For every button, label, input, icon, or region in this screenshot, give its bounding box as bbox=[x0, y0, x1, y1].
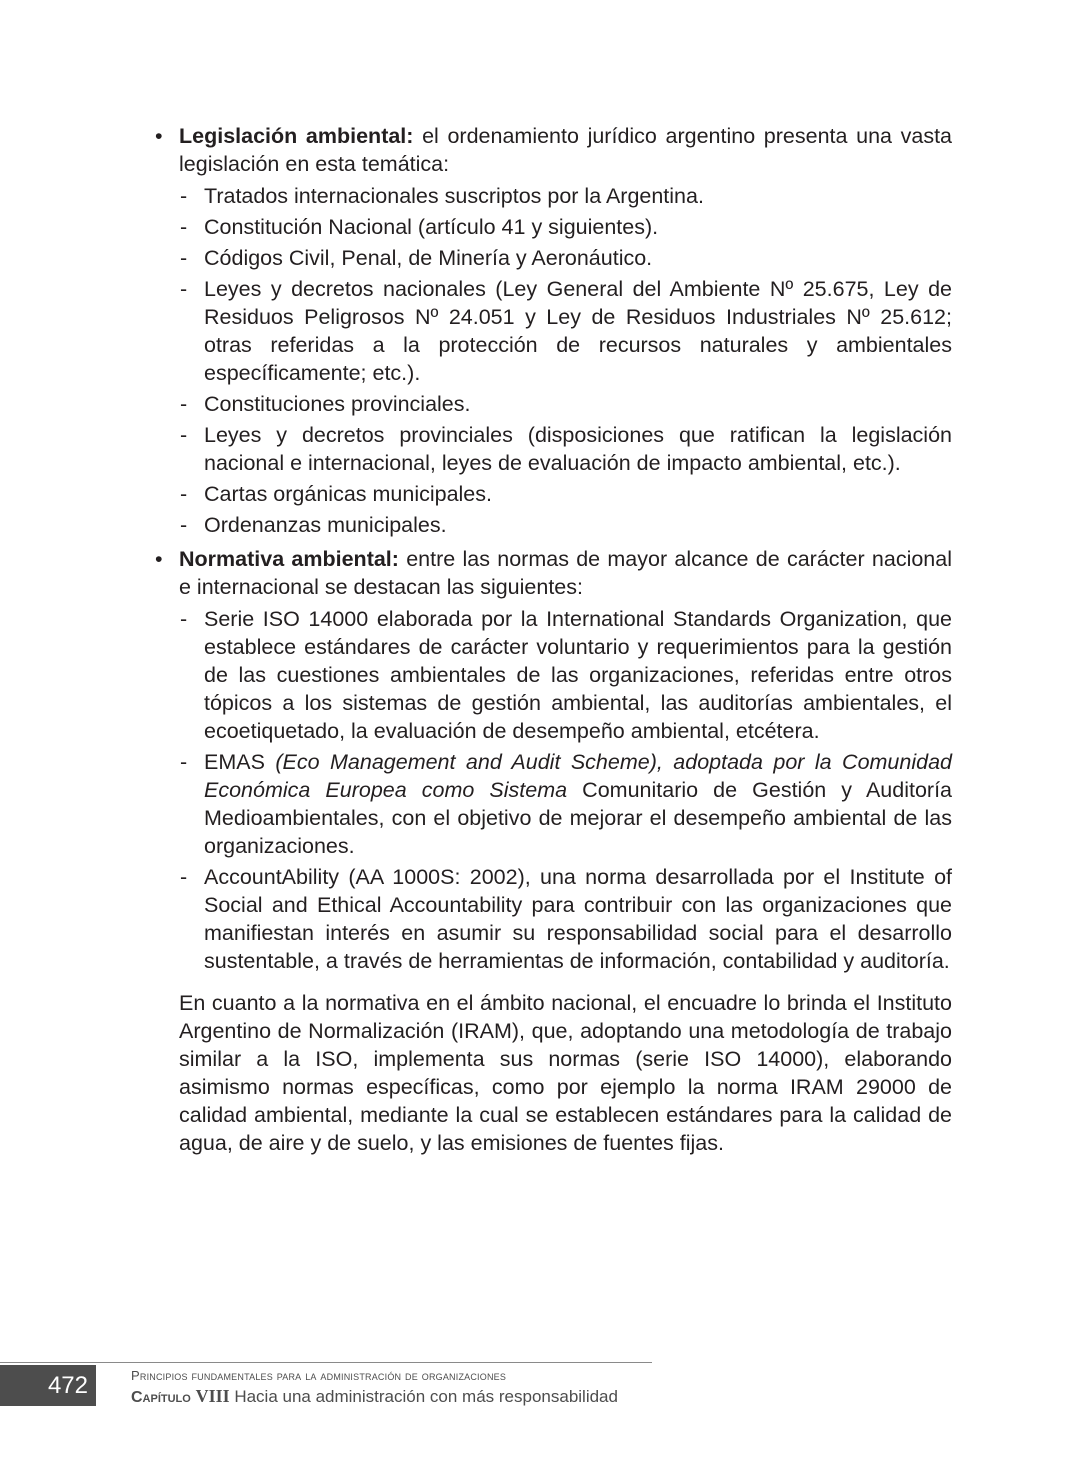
list-item: - Serie ISO 14000 elaborada por la International Standards Organization, que establece estándares de carácter voluntario y requerimientos para la gestión de las cuestiones ambientales de las organizaciones, referidas entre otros tópicos a los sistemas de gestión ambiental, las auditorías ambientales, el ecoetiquetado, la evaluación de desempeño ambiental, etcétera. bbox=[180, 607, 952, 743]
list-item-emas: - EMAS (Eco Management and Audit Scheme), adoptada por la Comunidad Económica Europea como Sistema Comunitario de Gestión y Auditoría Medioambientales, con el objetivo de mejorar el desempeño ambiental de las organizaciones. bbox=[180, 750, 952, 858]
list-item: - Códigos Civil, Penal, de Minería y Aeronáutico. bbox=[180, 246, 653, 270]
page-number: 472 bbox=[0, 1365, 96, 1406]
normativa-list bbox=[155, 605, 952, 975]
book-title: Principios fundamentales para la administración de organizaciones bbox=[131, 1368, 507, 1383]
bullet-normativa: • Normativa ambiental: entre las normas de mayor alcance de carácter nacional e internacional se destacan las siguientes: bbox=[155, 547, 952, 599]
list-item: - Cartas orgánicas municipales. bbox=[180, 482, 492, 506]
term-normativa: Normativa ambiental: bbox=[179, 547, 399, 571]
list-item: - Leyes y decretos nacionales (Ley General del Ambiente Nº 25.675, Ley de Residuos Peligrosos Nº 24.051 y Ley de Residuos Industriales Nº 25.612; otras referidas a la protección de recursos naturales y ambientales específicamente; etc.). bbox=[180, 277, 952, 385]
list-item: - Tratados internacionales suscriptos por la Argentina. bbox=[180, 184, 704, 208]
list-item: - Leyes y decretos provinciales (disposiciones que ratifican la legislación nacional e internacional, leyes de evaluación de impacto ambiental, etc.). bbox=[180, 423, 952, 475]
list-item: - Ordenanzas municipales. bbox=[180, 513, 447, 537]
footer-divider bbox=[0, 1362, 652, 1363]
list-item: - Constituciones provinciales. bbox=[180, 392, 471, 416]
list-item: - AccountAbility (AA 1000S: 2002), una norma desarrollada por el Institute of Social and Ethical Accountability para contribuir con las organizaciones que manifiestan interés en asumir su responsabilidad social para el desarrollo sustentable, a través de herramientas de información, contabilidad y auditoría. bbox=[180, 865, 952, 973]
term-legislacion: Legislación ambiental: bbox=[179, 124, 414, 148]
chapter-line: Capítulo VIII Hacia una administración con más responsabilidad bbox=[131, 1386, 618, 1406]
closing-paragraph: En cuanto a la normativa en el ámbito nacional, el encuadre lo brinda el Instituto Argentino de Normalización (IRAM), que, adoptando una metodología de trabajo similar a la ISO, implementa sus normas (serie ISO 14000), elaborando asimismo normas específicas, como por ejemplo la norma IRAM 29000 de calidad ambiental, mediante la cual se establecen estándares para la calidad de agua, de aire y de suelo, y las emisiones de fuentes fijas. bbox=[179, 991, 952, 1155]
bullet-legislacion: • Legislación ambiental: el ordenamiento jurídico argentino presenta una vasta legislación en esta temática: bbox=[155, 124, 953, 176]
legislacion-list bbox=[155, 182, 952, 539]
list-item: - Constitución Nacional (artículo 41 y siguientes). bbox=[180, 215, 659, 239]
bullet-dot: • bbox=[155, 124, 163, 148]
running-footer bbox=[131, 1367, 618, 1409]
bullet-dot: • bbox=[155, 547, 163, 571]
page-body bbox=[155, 122, 952, 1179]
